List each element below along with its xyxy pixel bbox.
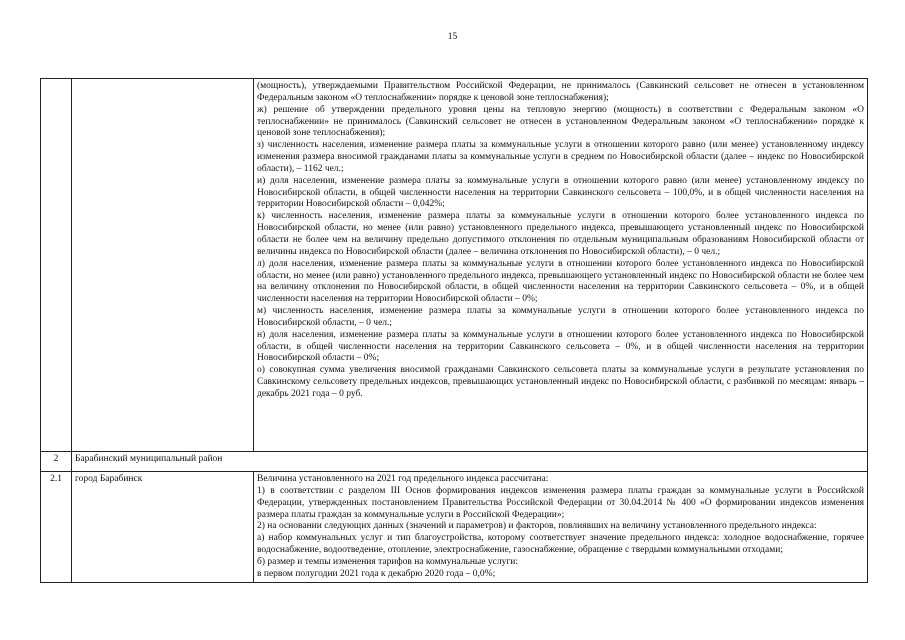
row-number: 2.1 xyxy=(41,472,72,583)
paragraph: а) набор коммунальных услуг и тип благоустройства, которому соответствует значение предельного индекса: холодное водоснабжение, горячее водоснабжение, водоотведение, отопление, электроснабжение, газоснабжение, обращение с твердыми коммунальными отходами; xyxy=(257,533,864,556)
paragraph: м) численность населения, изменение размера платы за коммунальные услуги в отношении которого более установленного индекса по Новосибирской области, – 0 чел.; xyxy=(257,306,864,328)
paragraph: н) доля населения, изменение размера платы за коммунальные услуги в отношении которого более установленного индекса по Новосибирской области, в общей численности населения на территории Савкинского сельсовета – 0%, и в общей численности населения на территории Новосибирской области – 0%; xyxy=(257,329,864,364)
paragraph: к) численность населения, изменение размера платы за коммунальные услуги в отношении которого более установленного индекса по Новосибирской области, но менее (или равно) установленного предельного индекса, превышающего установленный индекс по Новосибирской области не более чем на величину предельно допустимого отклонения по отдельным муниципальным образованиям Новосибирской области от величины индекса по Новосибирской области (далее – величина отклонения по Новосибирской области), – 0 чел.; xyxy=(257,211,864,257)
paragraph: 1) в соответствии с разделом III Основ формирования индексов изменения размера платы граждан за коммунальные услуги в Российской Федерации, утвержденных постановлением Правительства Российской Федерации от 30.04.2014 № 400 «О формировании индексов изменения размера платы граждан за коммунальные услуги в Российской Федерации»; xyxy=(257,485,864,520)
row-number: 2 xyxy=(41,452,72,472)
paragraph: ж) решение об утверждении предельного уровня цены на тепловую энергию (мощность) в соответствии с Федеральным законом «О теплоснабжении» не принималось (Савкинский сельсовет не отнесен в установленном Федеральным законом «О теплоснабжении» порядке к ценовой зоне теплоснабжения); xyxy=(257,104,864,139)
paragraph: (мощность), утверждаемыми Правительством Российской Федерации, не принималось (Савкинский сельсовет не отнесен в установленном Федеральным законом «О теплоснабжении» порядке к ценовой зоне теплоснабжения); xyxy=(257,81,864,103)
row-name: Барабинский муниципальный район xyxy=(72,452,868,472)
paragraph: в первом полугодии 2021 года к декабрю 2020 года – 0,0%; xyxy=(257,568,496,579)
row-content xyxy=(254,472,868,583)
paragraph: и) доля населения, изменение размера платы за коммунальные услуги в отношении которого равно (или менее) установленному индексу по Новосибирской области, в общей численности населения на территории Савкинского сельсовета – 100,0%, и в общей численности населения на территории Новосибирской области – 0,042%; xyxy=(257,175,864,210)
paragraph: о) совокупная сумма увеличения вносимой гражданами Савкинского сельсовета платы за коммунальные услуги в результате установления по Савкинскому сельсовету предельных индексов, превышающих установленный индекс по Новосибирской области, с разбивкой по месяцам: январь – декабрь 2021 года – 0 руб. xyxy=(257,365,864,399)
row-name: город Барабинск xyxy=(72,472,254,583)
paragraph: л) доля населения, изменение размера платы за коммунальные услуги в отношении которого более установленного индекса по Новосибирской области, но менее (или равно) установленного предельного индекса, превышающего установленный индекс по Новосибирской области не более чем на величину отклонения по Новосибирской области, в общей численности населения на территории Савкинского сельсовета – 0%, и в общей численности населения на территории Новосибирской области – 0%; xyxy=(257,258,864,305)
page-number: 15 xyxy=(447,32,458,42)
paragraph: Величина установленного на 2021 год предельного индекса рассчитана: xyxy=(257,474,549,484)
paragraph: б) размер и темпы изменения тарифов на коммунальные услуги: xyxy=(257,556,518,567)
row-number xyxy=(41,79,72,452)
paragraph: 2) на основании следующих данных (значений и параметров) и факторов, повлиявших на величину установленного предельного индекса: xyxy=(257,521,817,532)
document-table xyxy=(40,78,868,583)
table-row xyxy=(41,79,868,452)
row-name xyxy=(72,79,254,452)
table-row xyxy=(41,452,868,472)
table-row xyxy=(41,472,868,583)
row-content xyxy=(254,79,868,452)
paragraph: з) численность населения, изменение размера платы за коммунальные услуги в отношении которого равно (или менее) установленному индексу изменения размера вносимой гражданами платы за коммунальные услуги в среднем по Новосибирской области (далее – индекс по Новосибирской области), – 1162 чел.; xyxy=(257,140,864,174)
